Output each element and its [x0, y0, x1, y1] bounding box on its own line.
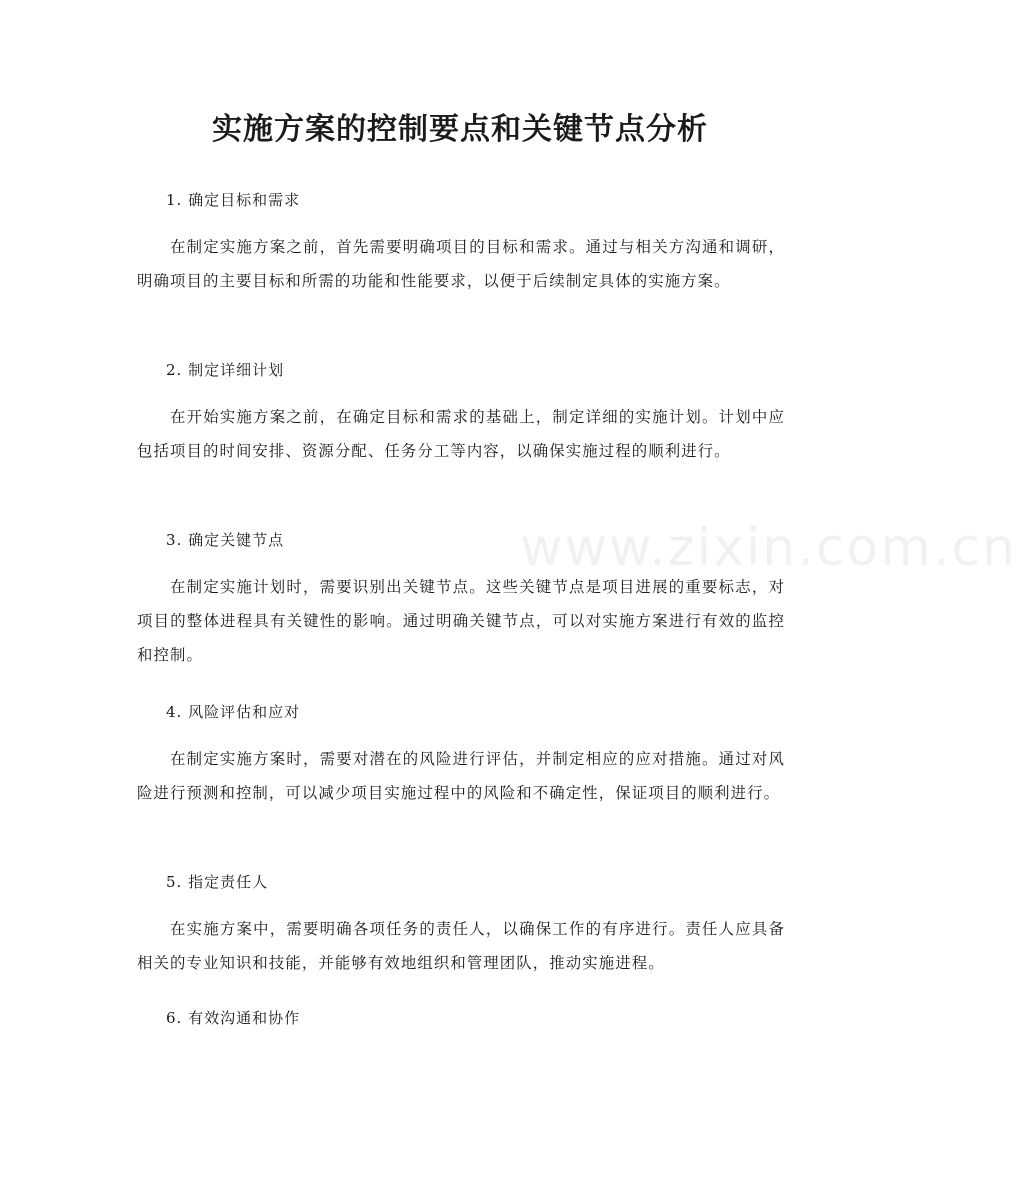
section-heading-1: 1. 确定目标和需求 [166, 191, 301, 209]
section-body-5: 在实施方案中，需要明确各项任务的责任人，以确保工作的有序进行。责任人应具备相关的专业知识和技能，并能够有效地组织和管理团队，推动实施进程。 [137, 920, 785, 972]
section-body-4: 在制定实施方案时，需要对潜在的风险进行评估，并制定相应的应对措施。通过对风险进行预测和控制，可以减少项目实施过程中的风险和不确定性，保证项目的顺利进行。 [137, 750, 785, 802]
section-body-1: 在制定实施方案之前，首先需要明确项目的目标和需求。通过与相关方沟通和调研，明确项目的主要目标和所需的功能和性能要求，以便于后续制定具体的实施方案。 [137, 238, 785, 290]
section-heading-4: 4. 风险评估和应对 [166, 703, 301, 721]
section-heading-6: 6. 有效沟通和协作 [166, 1009, 301, 1027]
section-body-2: 在开始实施方案之前，在确定目标和需求的基础上，制定详细的实施计划。计划中应包括项目的时间安排、资源分配、任务分工等内容，以确保实施过程的顺利进行。 [137, 408, 785, 460]
section-heading-3: 3. 确定关键节点 [166, 531, 285, 549]
document-title: 实施方案的控制要点和关键节点分析 [212, 112, 708, 147]
section-heading-5: 5. 指定责任人 [166, 873, 269, 891]
section-heading-2: 2. 制定详细计划 [166, 361, 285, 379]
watermark: www.zixin.com.cn [520, 518, 1017, 578]
section-body-3: 在制定实施计划时，需要识别出关键节点。这些关键节点是项目进展的重要标志，对项目的整体进程具有关键性的影响。通过明确关键节点，可以对实施方案进行有效的监控和控制。 [137, 578, 785, 664]
